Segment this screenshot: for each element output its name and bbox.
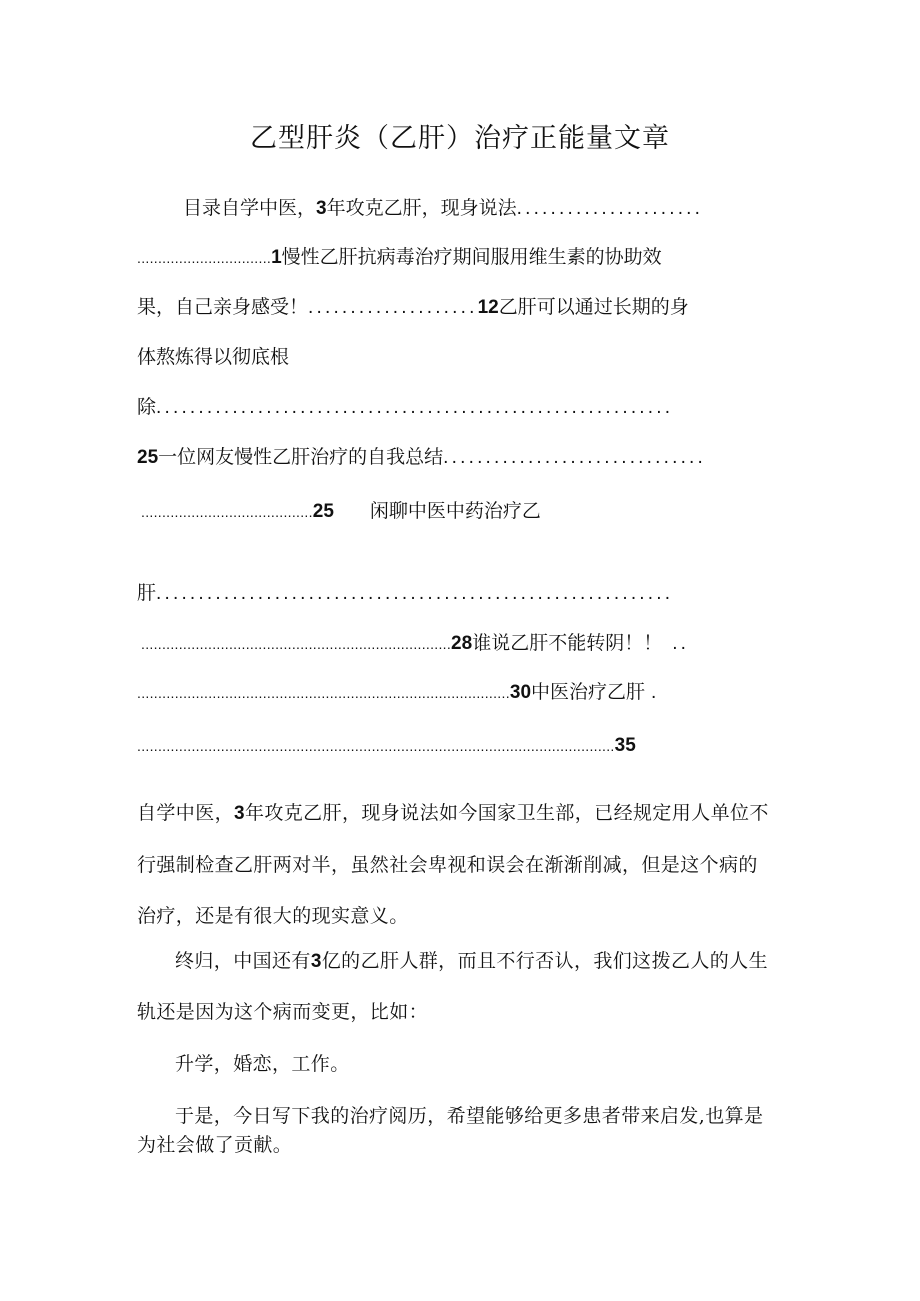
toc-leader-dots: ......................................................................................... [137, 685, 510, 701]
toc-entry-title: 体熬炼得以彻底根 [137, 346, 290, 368]
body-paragraph-3: 升学，婚恋，工作。 [175, 1053, 350, 1075]
toc-leader-dots: .................... [308, 297, 478, 318]
toc-entry-title: 肝 [137, 582, 157, 604]
body-paragraph-4-line-1: 于是，今日写下我的治疗阅历，希望能够给更多患者带来启发,也算是 [175, 1105, 764, 1127]
body-paragraph-1-line-3: 治疗，还是有很大的现实意义。 [137, 905, 409, 927]
body-paragraph-1-line-2: 行强制检查乙肝两对半，虽然社会卑视和误会在渐渐削减，但是这个病的 [137, 854, 758, 876]
toc-line-5 [137, 394, 769, 420]
body-text: 年攻克乙肝，现身说法如今国家卫生部，已经规定用人单位不 [244, 802, 769, 824]
toc-entry-title: 中医治疗乙肝 [531, 681, 646, 703]
toc-text: 目录自学中医， [183, 197, 317, 219]
toc-line-2 [137, 244, 767, 270]
toc-entry-title: 闲聊中医中药治疗乙 [369, 500, 541, 522]
toc-line-9 [141, 630, 771, 656]
toc-page-number: 12 [477, 297, 499, 318]
toc-page-number: 25 [312, 501, 334, 522]
toc-leader-dots: ............................... [443, 447, 706, 468]
toc-page-number: 35 [614, 735, 636, 756]
toc-leader-dots: ......................................... [141, 504, 313, 520]
toc-leader-dots: ...................... [516, 198, 704, 219]
toc-leader-dots: .. [672, 633, 690, 654]
toc-page-number: 25 [137, 447, 159, 468]
toc-line-8 [137, 580, 769, 606]
toc-entry-title: 慢性乙肝抗病毒治疗期间服用维生素的协助效 [281, 246, 662, 268]
toc-leader-dots: .......................................................................... [141, 636, 452, 652]
body-paragraph-2-line-1 [175, 948, 795, 974]
toc-entry-title: 乙肝可以通过长期的身 [498, 296, 689, 318]
body-text: 自学中医， [137, 802, 235, 824]
body-paragraph-4-line-2: 为社会做了贡献。 [137, 1134, 293, 1156]
toc-entry-title: 谁说乙肝不能转阴！！ [472, 632, 663, 654]
toc-leader-dots: ................................ [137, 250, 272, 266]
toc-number: 3 [316, 198, 327, 219]
toc-line-7 [141, 498, 601, 524]
toc-page-number: 1 [271, 247, 282, 268]
toc-line-11 [137, 732, 787, 758]
body-number: 3 [310, 951, 322, 972]
toc-leader-dots: .................................................................................................................. [137, 738, 615, 754]
toc-entry-title: 除 [137, 396, 157, 418]
body-text: 终归，中国还有 [175, 950, 311, 972]
document-title: 乙型肝炎（乙肝）治疗正能量文章 [250, 123, 670, 154]
toc-line-3 [137, 294, 777, 320]
toc-line-4 [137, 344, 437, 370]
toc-entry-title: 一位网友慢性乙肝治疗的自我总结 [158, 446, 444, 468]
toc-text: 年攻克乙肝，现身说法 [326, 197, 517, 219]
toc-leader-dots: . [651, 682, 657, 703]
toc-line-6 [137, 444, 769, 470]
body-number: 3 [234, 803, 245, 824]
body-text: 亿的乙肝人群，而且不行否认，我们这拨乙人的人生 [321, 950, 768, 972]
body-paragraph-2-line-2: 轨还是因为这个病而变更，比如： [137, 1001, 429, 1023]
toc-page-number: 28 [451, 633, 473, 654]
toc-line-10 [137, 679, 777, 705]
body-paragraph-1-line-1 [137, 800, 797, 826]
toc-leader-dots: ............................................................. [156, 583, 674, 604]
toc-entry-title: 果，自己亲身感受！ [137, 296, 309, 318]
toc-leader-dots: ............................................................. [156, 397, 674, 418]
toc-page-number: 30 [509, 682, 532, 703]
toc-line-1 [183, 195, 773, 221]
